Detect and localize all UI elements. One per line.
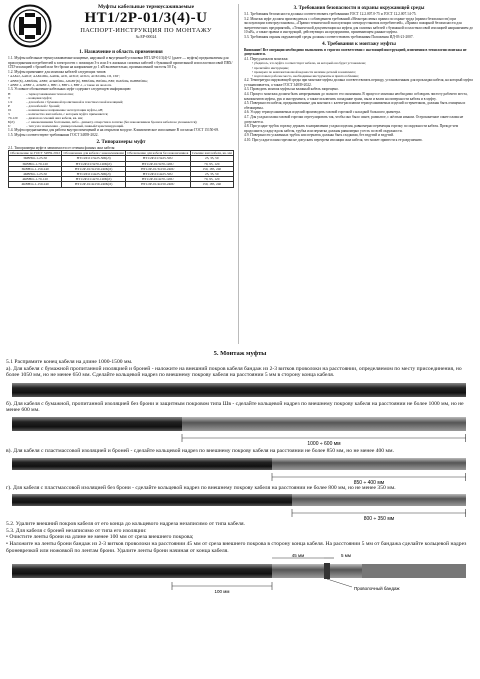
designation-key: 3 — [8, 112, 10, 117]
document-number: № ЕР-00024 — [135, 34, 157, 39]
table-cell: 70, 95, 120 — [190, 161, 233, 166]
designation-key: 70-120 — [8, 116, 18, 121]
paragraph-4-10: 4.10. При усадке пламя горелки не допускать перегрева изоляции жил кабеля, что может привести к ее разрушению. — [244, 137, 423, 142]
table-cell: НТ1/2Р-01/3х70-120U — [126, 161, 191, 166]
table-cell: 4КВНтп-1-25-50 — [9, 172, 62, 177]
table-cell: 70, 95, 120 — [190, 177, 233, 182]
designation-value: – диапазон сечений жил кабеля, кв. мм; — [26, 116, 84, 121]
table-cell: 4КВНтп-1-70-120 — [9, 177, 62, 182]
designation-key: Р — [8, 103, 10, 108]
dimension-100-label: 100 мм — [214, 589, 230, 595]
cable-drawing-g — [12, 491, 466, 521]
table-header-cell: Обозначение по ГОСТ 34839-2022 — [10, 151, 61, 156]
designation-key: 1/2 — [8, 99, 13, 104]
paragraph-1-5: 1.5. Муфты соответствуют требованиям ГОСТ 34839-2022. — [8, 133, 99, 138]
paragraph-4-1: 4.1. Перед началом монтажа: — [244, 56, 289, 61]
document-type: ПАСПОРТ-ИНСТРУКЦИЯ ПО МОНТАЖУ — [80, 27, 212, 34]
sizes-table — [8, 150, 234, 187]
step-4-1-d: • подготовьте рабочее место, необходимые инструменты и приспособления; — [252, 73, 359, 78]
table-cell: 3КВНтп-1-25-50 — [9, 156, 62, 161]
table-header-cell: Обозначение для кабеля с наконечниками — [63, 151, 124, 156]
paragraph-4-4: 4.4. Процесс монтажа должен быть непрерывным до полного его окончания. В процессе монтажа необходимо соблюдать чистоту рабочего места, компонентов муфты, рук и инструмента, а также исключить попадание грязи, пыли и влаги на поверхности кабеля и в муфту. — [244, 91, 468, 101]
designation-value: – номинальное напряжение эксплуатации муфты, кВ; — [26, 107, 104, 112]
paragraph-3-1: 3.1. Требования безопасности должны соответствовать требованиям ГОСТ 12.2.007.0-75 и ГОСТ 12.2.007.14-75. — [244, 12, 417, 16]
paragraph-5-3-a: • Очистите ленты брони на длине не менее 100 мм от среза внешнего покрова; — [6, 534, 194, 541]
paragraph-5-1-a: а). Для кабеля с бумажной пропитанной изоляцией и броней - наложите на внешний покров кабеля бандаж из 2-3 витков проволоки на расстоянии, определяемом по месту присоединения, но более 1050 мм, но не менее 650 мм. Сделайте кольцевой надрез по внешнему покрову кабеля на расстоянии 5 мм в сторону конца кабеля. — [6, 365, 462, 379]
paragraph-3-3: 3.3. Требования охраны окружающей среды должны соответствовать требованиям Положения ИД-03-21-2007. — [244, 34, 414, 39]
section-2-heading: 2. Типоразмеры муфт — [96, 139, 146, 145]
designation-value: – для кабеля с бумажной пропитанной и пластмассовой изоляцией; — [26, 99, 124, 104]
company-logo-icon — [8, 4, 52, 48]
column-divider — [238, 4, 239, 344]
designation-value: – с наконечниками болтовыми, либо - диаметр отверстия в лопатке (без наконечников брони и кабеля не указывается); — [26, 120, 198, 125]
section-4-heading: 4. Требования к монтажу муфты — [322, 41, 396, 47]
table-cell: НТ1/2Р-01/4х150-240U — [126, 182, 191, 187]
table-row — [9, 182, 234, 187]
designation-value: – тип узла заземления - универсальный, паяный/герметизирующий. — [26, 124, 124, 129]
designation-key: Н — [8, 91, 11, 96]
table-cell: 150, 185, 240 — [190, 166, 233, 171]
step-4-1-c: • проверьте по комплектовочной ведомости наличие деталей в комплекте; — [252, 69, 356, 74]
table-body — [9, 156, 234, 187]
dimension-g-label: 800 ÷ 350 мм — [363, 516, 395, 522]
paragraph-4-6: 4.6. Усадку термоусаживаемых изделий производить газовой горелкой с насадкой большого диаметра. — [244, 110, 401, 115]
designation-value: – количество жил кабеля, с которым муфта применяется; — [26, 112, 109, 117]
table-cell: НТ1/2Р-01/4х70-120U — [126, 177, 191, 182]
table-cell: НТ1/2Р-01/4х150-240Б(Л) — [62, 182, 126, 187]
cable-drawing-v — [12, 455, 466, 485]
paragraph-5-2: 5.2. Удалите внешний покров кабеля от его конца до кольцевого надреза незаписимо от типа кабеля. — [6, 521, 245, 528]
paragraph-1-3: 1.3. Условное обозначение кабельных муфт содержит следующую информацию: — [8, 86, 132, 91]
cable-types-line-2: • АВВГ(Б), АВБбШв, АВВГ, АПвБбШв, АПвВГ(Б), ВВБбШв, ВБбШв, ВВГ, ПвБбШв, ПвВВБбШв; — [8, 78, 148, 83]
table-cell: 4КВНтп-1-150-240 — [9, 182, 62, 187]
table-cell: НТ1/2Р-01/4х25-50U — [126, 172, 191, 177]
paragraph-1-2: 1.2. Муфты применяют для монтажа кабелей следующих типов: — [8, 69, 107, 74]
table-cell: НТ1/2Р-01/3х150-240Б(Л) — [62, 166, 126, 171]
cable-types-line-3: • АВВГ-1, АВВГ-1, АПвВГ-1, ВВГ-1, ВВГз-1, ВВГ-1, а также их аналоги. — [8, 82, 112, 87]
paragraph-4-3: 4.3. Проводить монтаж муфты на влажный кабель запрещено. — [244, 87, 339, 92]
title-text — [58, 4, 234, 39]
paragraph-3-2: 3.2. Монтаж муфт должен производиться с соблюдением требований «Межотраслевых правил по охране труда (правил безопасности) при эксплуатации электроустановок», «Правил технической эксплуатации электроустановок потребителей», «Правил пожарной безопасности для энергетических предприятий», «Технической документации на муфты для силовых кабелей с бумажной и пластмассовой изоляцией напряжением до 10 кВ», а также правил и инструкций, действующих на предприятии, применяющем данные муфты. — [244, 16, 473, 35]
paragraph-5-1-v: в). Для кабеля с пластмассовой изоляцией и броней - сделайте кольцевой надрез по внешнему покрову кабеля на расстоянии не более 850 мм, но не менее 400 мм. — [6, 447, 394, 454]
paragraph-4-7: 4.7. Для усадки пламя газовой горелки отрегулировать так, чтобы оно было синее, размытое, с жёлтым языком. Остроконечное синее пламя не допускается. — [244, 114, 464, 124]
designation-value: – для кабелей с броней; — [26, 103, 61, 108]
paragraph-1-4: 1.4. Муфта предназначена для работы внутри помещений и на открытом воздухе. Климатическое исполнение В согласно ГОСТ 15150-69. — [8, 128, 220, 133]
product-subtitle: Муфты кабельные термоусаживаемые — [97, 4, 195, 10]
designation-key: U — [8, 124, 11, 129]
designation-key: 01 — [8, 107, 12, 112]
table-cell: 3КВНтп-1-70-120 — [9, 161, 62, 166]
designation-value: – концевая муфта; — [26, 95, 53, 100]
designation-value: – термоусаживаемая технология; — [26, 91, 74, 96]
paragraph-5-3: 5.3. Для кабеля с броней незаписимо от типа его изоляции: — [6, 527, 147, 534]
paragraph-1-1: 1.1. Муфты кабельные термоусаживаемые концевые, наружной и внутренней установки НТ1/2Р-01/3(4)-U (далее — муфты) предназначены для присоединения потребителей к электросети с помощью 3-х или 4-х жильных силовых кабелей с бумажной пропитанной или пластмассовой ПВХ/СПЭ изоляцией с броней или без брони на напряжение до 1 кВ включительно, промышленной частоты 50 Гц. — [8, 56, 233, 70]
table-cell: НТ1/2Р-01/3х70-120Б(Л) — [62, 161, 126, 166]
paragraph-5-1-b: б). Для кабеля с бумажной, пропитанной изоляцией без брони и защитным покровом типа Шв - сделайте кольцевой надрез по внешнему покрову кабеля на расстоянии не более 1000 мм, но не менее 600 мм. — [6, 400, 464, 414]
table-cell: НТ1/2Р-01/3х25-50Б(Л) — [62, 156, 126, 161]
table-cell: 25, 35, 50 — [190, 172, 233, 177]
paragraph-4-2: 4.2. Температура окружающей среды при монтаже муфты должна соответствовать периоду, установленным для прокладки кабеля, на который муфта устанавливается, а также ГОСТ 34839-2022. — [244, 78, 473, 87]
right-column — [244, 4, 474, 142]
product-title: НТ1/2Р-01/3(4)-U — [84, 10, 208, 26]
dimension-45-label: 45 мм — [291, 554, 305, 559]
section-1-heading: 1. Назначение и область применения — [79, 50, 163, 55]
dimension-5-label: 5 мм — [341, 554, 351, 559]
designation-key: Т — [8, 95, 11, 100]
left-column — [8, 4, 234, 188]
paragraph-4-9: 4.9. Поверхности усаженных трубок или перчаток должны быть гладкими, без вздутий и вздутий. — [244, 133, 394, 138]
section-5-heading: 5. Монтаж муфты — [213, 350, 267, 357]
paragraph-5-3-b: • Наложите на ленты брони бандаж из 2-3 витков проволоки на расстоянии 45 мм от среза внешнего покрова в сторону конца кабеля. На расстоянии 5 мм от бандажа сделайте кольцевой надрез броневрезкой или ножовкой по лентам брони. Удалите ленты брони начиная от конца кабеля. — [6, 540, 467, 554]
step-4-1-a: • убедитесь, что муфта соответствует кабелю, на который она будет установлена; — [252, 61, 366, 66]
table-header-cell: Обозначение для кабеля без наконечников — [127, 151, 189, 156]
dimension-v-label: 850 ÷ 400 мм — [353, 479, 385, 485]
cable-types-line-1: • ААБл2, ААБлГ, ААБ2лШв, ААШв, АСБ, АСБлГ, АСБ2л, АСБ2лШв, СБ, СБГ; — [8, 74, 120, 79]
paragraph-5-1: 5.1 Распрямите конец кабеля на длине 1000-1500 мм. — [6, 359, 133, 365]
table-cell: НТ1/2Р-01/3х150-240U — [126, 166, 191, 171]
table-cell: НТ1/2Р-01/4х25-50Б(Л) — [62, 172, 126, 177]
table-cell: НТ1/2Р-01/4х70-120Б(Л) — [62, 177, 126, 182]
wire-bandage-label: Проволочный бандаж — [354, 586, 400, 592]
title-block — [8, 4, 234, 48]
warning-text: Внимание! Все операции необходимо выполнять в строгом соответствии с настоящей инструкцией, изменения в технологии монтажа не допускаются. — [244, 47, 467, 57]
paragraph-4-5: 4.5. Поверхности кабеля, предназначенные для контакта с клеем-расплавом термоусаживаемых изделий и герметиком, должны быть очищены и обезжирены. — [244, 101, 466, 110]
wire-bandage-mark — [324, 563, 330, 579]
table-cell: 3КВНтп-1-150-240 — [9, 166, 62, 171]
designation-list — [8, 92, 234, 129]
paragraph-5-1-g: г). Для кабеля с пластмассовой изоляцией без брони - сделайте кольцевой надрез по внешнему покрову кабеля на расстоянии не более 800 мм, но не менее 350 мм. — [6, 484, 396, 491]
section-3-heading: 3. Требования безопасности и охраны окружающей среды — [293, 6, 425, 11]
designation-key: Б(Л) — [8, 120, 15, 125]
table-cell: НТ1/2Р-01/3х25-50U — [126, 156, 191, 161]
paragraph-2-1: 2.1. Типоразмеры муфт в зависимости от сечения фазных жил кабеля: — [8, 145, 116, 150]
dimension-b-label: 1000 ÷ 600 мм — [307, 440, 341, 447]
cable-drawing-a — [12, 379, 466, 401]
cable-drawing-b — [12, 414, 466, 448]
cable-drawing-armor — [12, 554, 466, 594]
table-header-row — [9, 151, 234, 156]
table-header-cell: Сечение жил кабеля, кв. мм — [191, 151, 232, 156]
step-4-1-b: • прочитайте инструкцию; — [252, 65, 290, 70]
table-cell: 150, 185, 240 — [190, 182, 233, 187]
section-5 — [6, 350, 474, 594]
paragraph-4-8: 4.8. При усадке трубок горелку держать в направлении усадки изделия, равномерно перемещая горелку по окружности кабеля. Прежде чем продолжить усадку вдоль кабеля, трубка или перчатка должны равномерно усесть по всей окружности. — [244, 124, 459, 133]
table-cell: 25, 35, 50 — [190, 156, 233, 161]
